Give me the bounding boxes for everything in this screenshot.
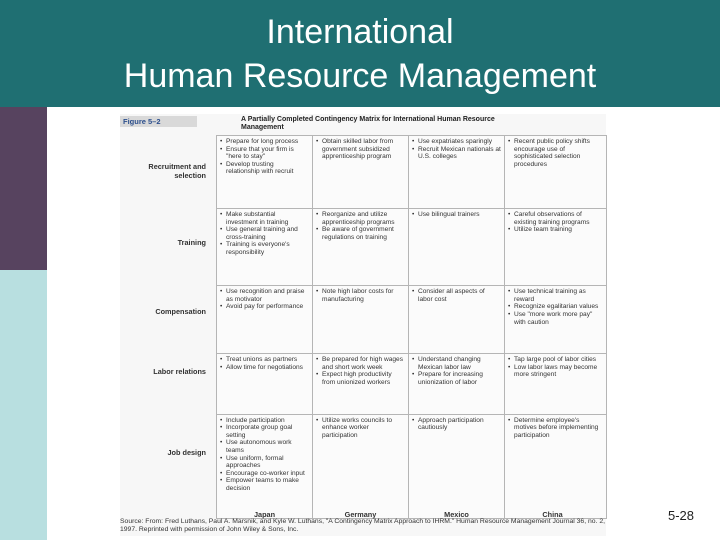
slide-title-line-1: International [266, 13, 454, 51]
matrix-cell [409, 354, 505, 415]
matrix-cell [505, 286, 607, 354]
matrix-cell-item: • Make substantial investment in training [220, 211, 309, 226]
matrix-cell [505, 354, 607, 415]
matrix-cell-item: • Recent public policy shifts encourage use of sophisticated selection procedures [508, 138, 603, 168]
matrix-cell [409, 286, 505, 354]
matrix-cell [217, 286, 313, 354]
figure-title: A Partially Completed Contingency Matrix for International Human Resource Management [241, 116, 495, 131]
matrix-cell [313, 209, 409, 286]
matrix-cell-item: • Approach participation cautiously [412, 417, 501, 432]
matrix-cell [313, 354, 409, 415]
contingency-matrix-figure [120, 114, 606, 536]
matrix-row-labor-relations [217, 354, 607, 415]
matrix-row-compensation [217, 286, 607, 354]
matrix-row-training [217, 209, 607, 286]
matrix-row-job-design [217, 414, 607, 518]
matrix-cell [409, 414, 505, 518]
matrix-cell-item: • Consider all aspects of labor cost [412, 288, 501, 303]
matrix-cell-item: • Recruit Mexican nationals at U.S. colleges [412, 146, 501, 161]
matrix-cell-item: • Develop trusting relationship with recruit [220, 161, 309, 176]
matrix-cell-item: • Training is everyone's responsibility [220, 241, 309, 256]
matrix-cell [313, 136, 409, 209]
matrix-cell [409, 209, 505, 286]
matrix-cell-item: • Encourage co-worker input [220, 470, 309, 478]
matrix-cell-item: • Note high labor costs for manufacturing [316, 288, 405, 303]
matrix-cell-item: • Use autonomous work teams [220, 439, 309, 454]
matrix-row-recruitment [217, 136, 607, 209]
matrix-cell-item: • Prepare for long process [220, 138, 309, 146]
matrix-cell-item: • Empower teams to make decision [220, 477, 309, 492]
figure-label: Figure 5–2 [120, 116, 197, 127]
matrix-cell-item: • Use technical training as reward [508, 288, 603, 303]
matrix-cell [217, 136, 313, 209]
slide-page-number: 5-28 [668, 508, 695, 523]
matrix-cell-item: • Obtain skilled labor from government subsidized apprenticeship program [316, 138, 405, 161]
matrix-cell-item: • Use "more work more pay" with caution [508, 311, 603, 326]
matrix-cell-item: • Recognize egalitarian values [508, 303, 603, 311]
matrix-cell-item: • Be prepared for high wages and short work week [316, 356, 405, 371]
sidebar-accent-light [0, 270, 47, 540]
matrix-cell-item: • Use uniform, formal approaches [220, 455, 309, 470]
column-label-germany: Germany [344, 510, 377, 519]
slide-title-line-2: Human Resource Management [123, 57, 597, 95]
row-label-job-design: Job design [167, 448, 206, 457]
matrix-cell-item: • Low labor laws may become more stringent [508, 364, 603, 379]
matrix-cell-item: • Use bilingual trainers [412, 211, 501, 219]
matrix-cell-item: • Use general training and cross-training [220, 226, 309, 241]
matrix-cell-item: • Be aware of government regulations on training [316, 226, 405, 241]
matrix-cell-item: • Utilize works councils to enhance worker participation [316, 417, 405, 440]
slide-title [0, 10, 720, 98]
matrix-cell-item: • Incorporate group goal setting [220, 424, 309, 439]
matrix-cell-item: • Expect high productivity from unionized workers [316, 371, 405, 386]
matrix-cell-item: • Reorganize and utilize apprenticeship programs [316, 211, 405, 226]
matrix-cell [313, 414, 409, 518]
matrix-cell [313, 286, 409, 354]
column-label-japan: Japan [253, 510, 276, 519]
column-label-china: China [542, 510, 563, 519]
title-banner [0, 0, 720, 107]
matrix-cell-item: • Utilize team training [508, 226, 603, 234]
column-label-mexico: Mexico [444, 510, 469, 519]
sidebar-accent-dark [0, 107, 47, 270]
row-label-training: Training [177, 238, 206, 247]
matrix-cell-item: • Use expatriates sparingly [412, 138, 501, 146]
matrix-cell [217, 209, 313, 286]
matrix-cell-item: • Prepare for increasing unionization of labor [412, 371, 501, 386]
matrix-cell [217, 354, 313, 415]
figure-source-note: Source: From: Fred Luthans, Paul A. Marsnik, and Kyle W. Luthans, "A Contingency Matrix Approach to IHRM." Human Resource Management Journal 36, no. 2, 1997. Reprinted with permission of John Wiley & Sons, Inc. [120, 518, 605, 534]
matrix-cell [409, 136, 505, 209]
row-label-compensation: Compensation [155, 307, 206, 316]
matrix-cell-item: • Treat unions as partners [220, 356, 309, 364]
matrix-cell-item: • Use recognition and praise as motivator [220, 288, 309, 303]
matrix-cell [217, 414, 313, 518]
matrix-cell [505, 414, 607, 518]
matrix-cell-item: • Avoid pay for performance [220, 303, 309, 311]
contingency-matrix [216, 135, 607, 519]
matrix-cell-item: • Tap large pool of labor cities [508, 356, 603, 364]
matrix-cell [505, 209, 607, 286]
matrix-cell-item: • Determine employee's motives before implementing participation [508, 417, 603, 440]
matrix-cell-item: • Allow time for negotiations [220, 364, 309, 372]
matrix-cell-item: • Ensure that your firm is "here to stay" [220, 146, 309, 161]
row-label-labor-relations: Labor relations [153, 367, 206, 376]
matrix-cell-item: • Careful observations of existing training programs [508, 211, 603, 226]
matrix-cell [505, 136, 607, 209]
matrix-cell-item: • Understand changing Mexican labor law [412, 356, 501, 371]
matrix-cell-item: • Include participation [220, 417, 309, 425]
row-label-recruitment: Recruitment and selection [148, 162, 206, 180]
